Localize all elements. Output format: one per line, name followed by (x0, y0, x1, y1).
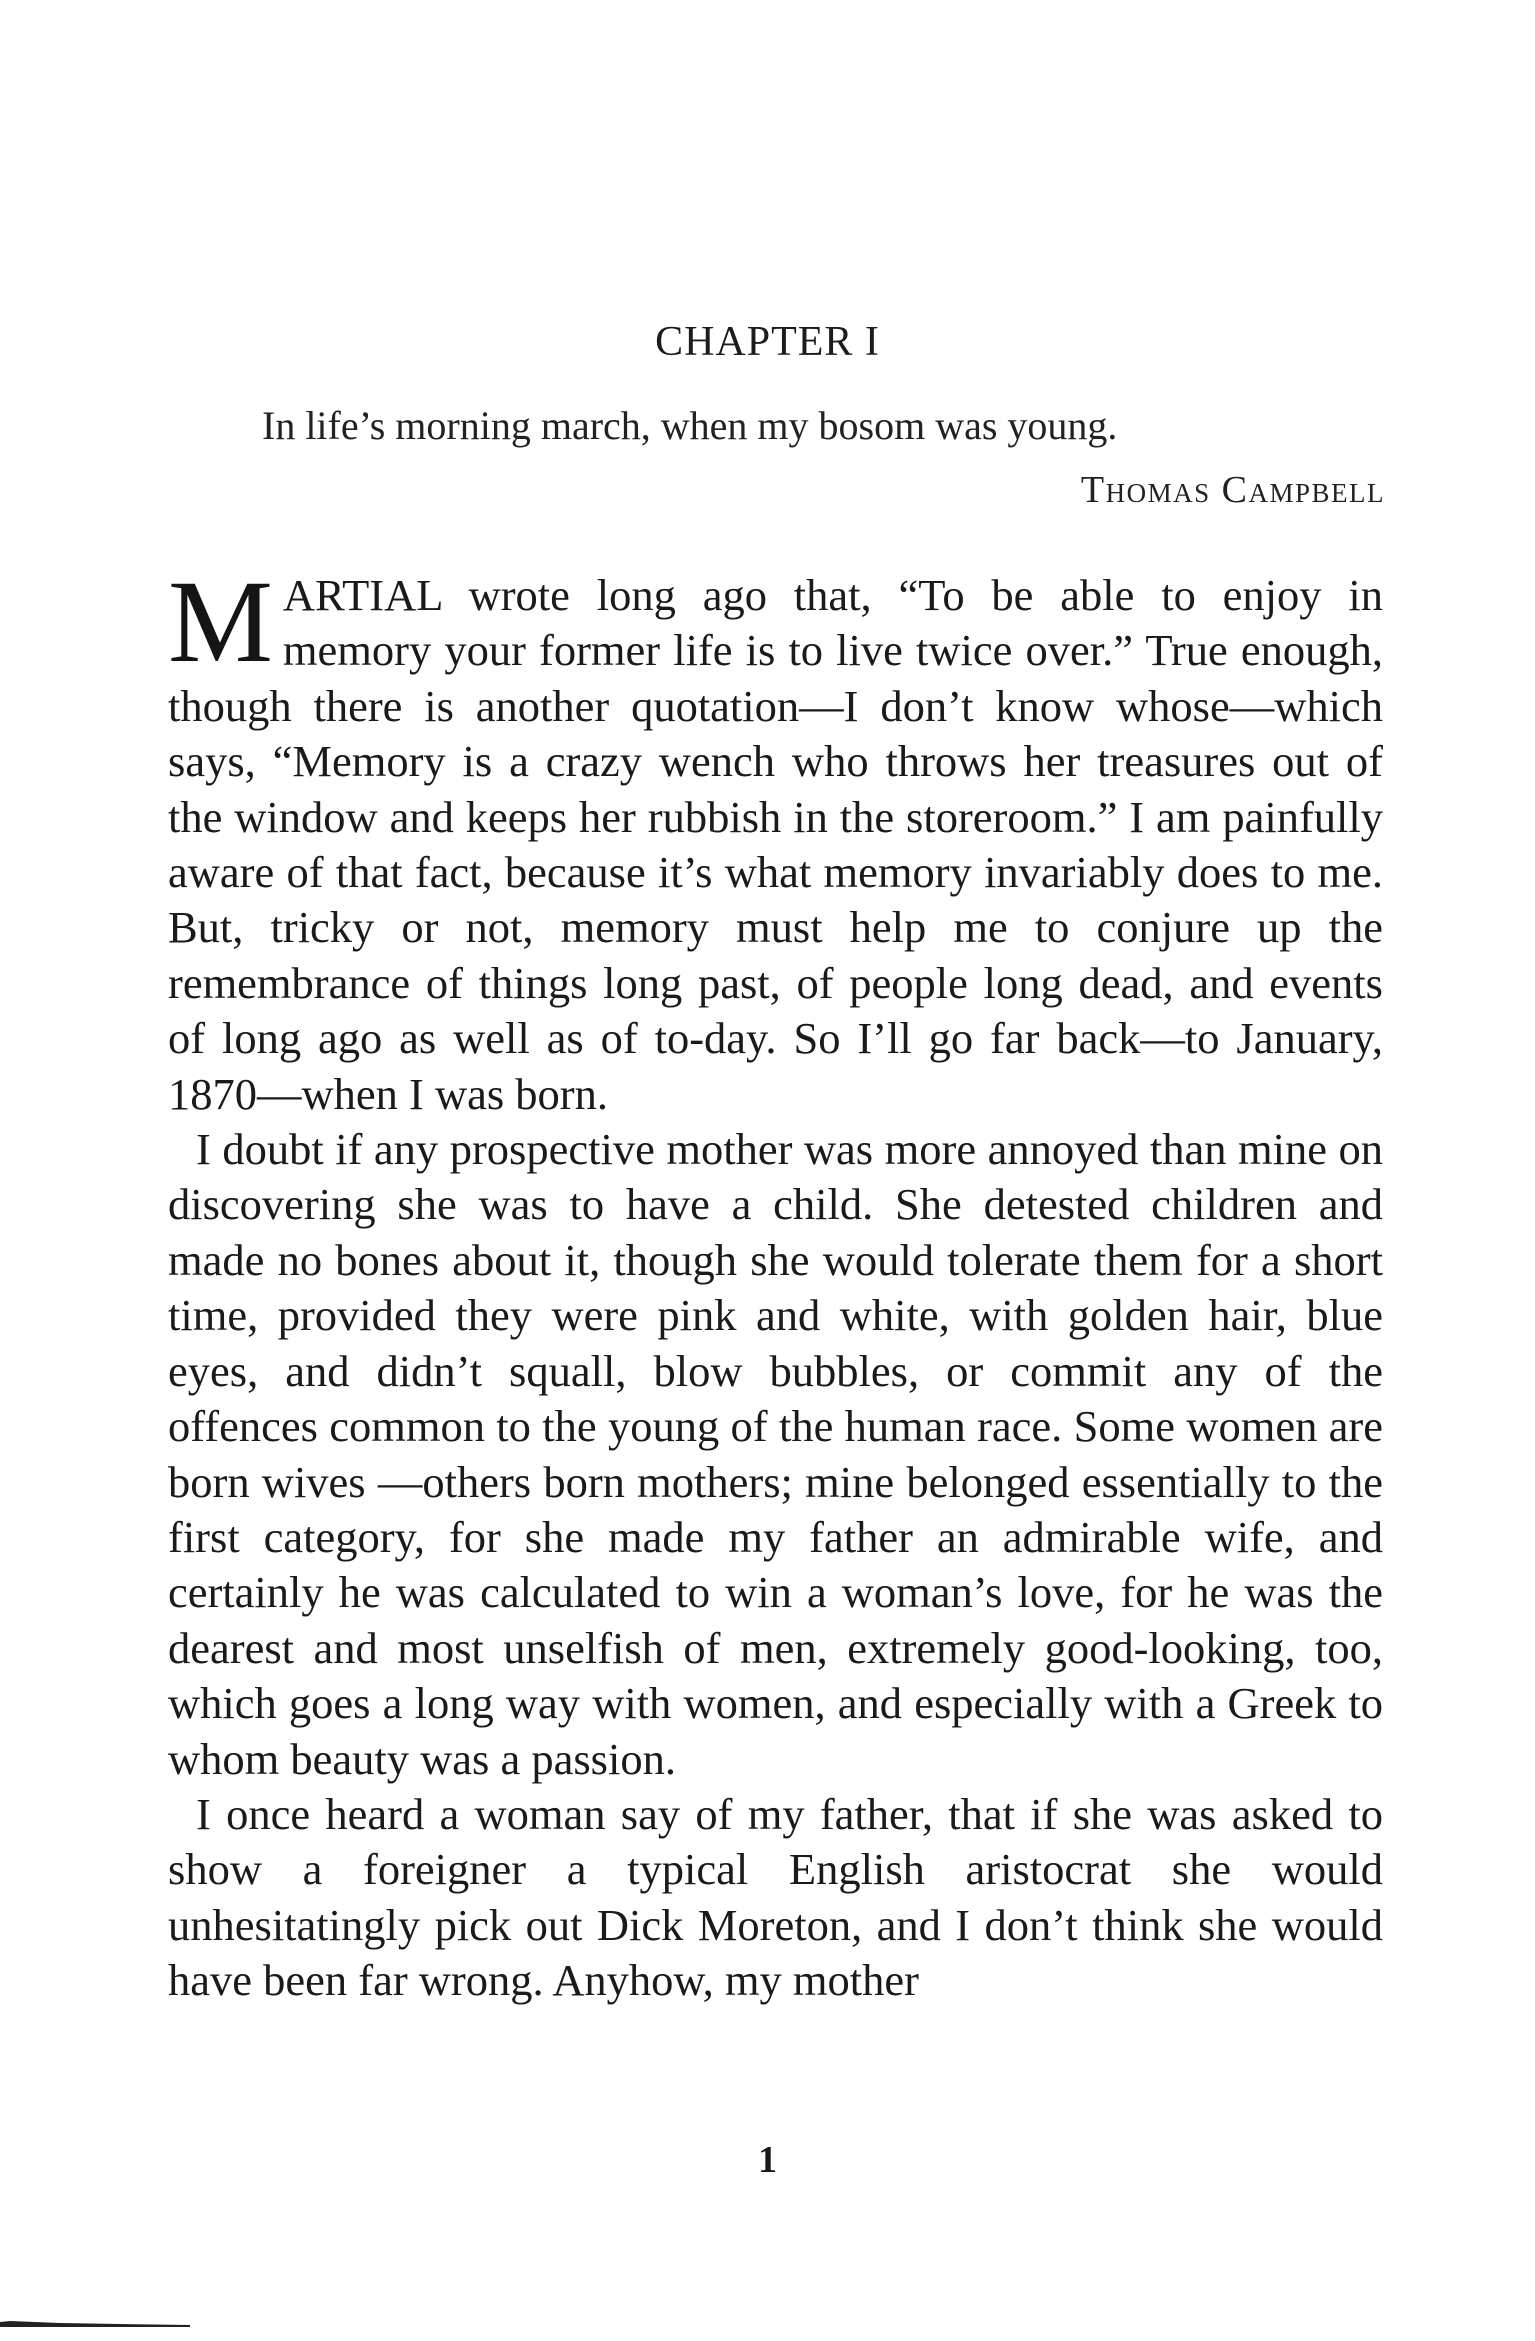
chapter-body (168, 556, 1383, 2009)
paragraph-text: I doubt if any prospective mother was more annoyed than mine on discovering she was to have a child. She detested children and made no bones about it, though she would tolerate them for a short time, provided they were pink and white, with golden hair, blue eyes, and didn’t squall, blow bubbles, or commit any of the offences common to the young of the human race. Some women are born wives —others born mothers; mine belonged essentially to the first category, for she made my father an admirable wife, and certainly he was calculated to win a woman’s love, for he was the dearest and most unselfish of men, extremely good-looking, too, which goes a long way with women, and especially with a Greek to whom beauty was a passion. (168, 1124, 1383, 1784)
paragraph-3 (168, 1787, 1383, 2009)
epigraph-quote: In life’s morning march, when my bosom was young. (262, 403, 1118, 448)
paragraph-2 (168, 1122, 1383, 1787)
scan-edge-mark (0, 2318, 190, 2328)
paragraph-text: I once heard a woman say of my father, that if she was asked to show a foreigner a typical English aristocrat she would unhesitatingly pick out Dick Moreton, and I don’t think she would have been far wrong. Anyhow, my mother (168, 1788, 1383, 2006)
paragraph-text: ARTIAL wrote long ago that, “To be able to enjoy in memory your former life is to live twice over.” True enough, though there is another quotation—I don’t know whose—which says, “Memory is a crazy wench who throws her treasures out of the window and keeps her rubbish in the storeroom.” I am painfully aware of that fact, because it’s what memory invariably does to me. But, tricky or not, memory must help me to conjure up the remembrance of things long past, of people long dead, and events of long ago as well as of to-day. So I’ll go far back—to January, 1870—when I was born. (168, 570, 1383, 1119)
chapter-heading: CHAPTER I (655, 319, 880, 365)
paragraph-1 (168, 556, 1383, 1122)
drop-cap: M (168, 556, 273, 687)
page-number: 1 (758, 2139, 777, 2181)
epigraph-attribution: Thomas Campbell (1080, 469, 1385, 511)
